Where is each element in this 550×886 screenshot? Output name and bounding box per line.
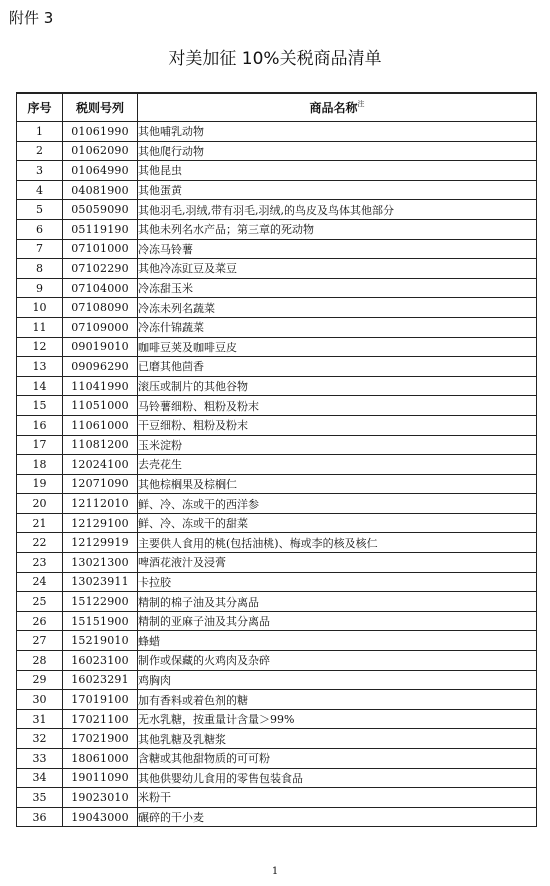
attachment-label: 附件 3 xyxy=(9,9,54,27)
row-goods-name: 鲜、冷、冻或干的西洋参 xyxy=(138,494,537,514)
row-index: 17 xyxy=(17,435,63,455)
row-index: 29 xyxy=(17,670,63,690)
row-goods-name: 其他哺乳动物 xyxy=(138,122,537,142)
row-goods-name: 蜂蜡 xyxy=(138,631,537,651)
row-index: 23 xyxy=(17,553,63,573)
row-tariff-code: 07108090 xyxy=(63,298,138,318)
table-row xyxy=(17,415,537,435)
table-row xyxy=(17,357,537,377)
table-row xyxy=(17,592,537,612)
row-tariff-code: 19043000 xyxy=(63,807,138,827)
row-tariff-code: 17021900 xyxy=(63,729,138,749)
row-index: 9 xyxy=(17,278,63,298)
row-tariff-code: 19011090 xyxy=(63,768,138,788)
row-index: 2 xyxy=(17,141,63,161)
row-index: 5 xyxy=(17,200,63,220)
table-row xyxy=(17,122,537,142)
row-goods-name: 其他冷冻豇豆及菜豆 xyxy=(138,259,537,279)
row-goods-name: 含糖或其他甜物质的可可粉 xyxy=(138,749,537,769)
row-goods-name: 其他昆虫 xyxy=(138,161,537,181)
row-index: 25 xyxy=(17,592,63,612)
table-row xyxy=(17,141,537,161)
row-tariff-code: 19023010 xyxy=(63,788,138,808)
table-row xyxy=(17,278,537,298)
table-row xyxy=(17,161,537,181)
row-index: 32 xyxy=(17,729,63,749)
header-name xyxy=(138,93,537,122)
row-index: 3 xyxy=(17,161,63,181)
row-tariff-code: 07109000 xyxy=(63,317,138,337)
row-goods-name: 去壳花生 xyxy=(138,455,537,475)
table-row xyxy=(17,494,537,514)
header-name-label: 商品名称 xyxy=(309,101,358,115)
row-tariff-code: 07104000 xyxy=(63,278,138,298)
row-index: 16 xyxy=(17,415,63,435)
table-row xyxy=(17,749,537,769)
table-row xyxy=(17,317,537,337)
row-goods-name: 主要供人食用的桃(包括油桃)、梅或李的核及核仁 xyxy=(138,533,537,553)
row-index: 31 xyxy=(17,709,63,729)
table-header-row xyxy=(17,93,537,122)
row-tariff-code: 17021100 xyxy=(63,709,138,729)
row-goods-name: 卡拉胶 xyxy=(138,572,537,592)
row-goods-name: 冷冻什锦蔬菜 xyxy=(138,317,537,337)
row-index: 24 xyxy=(17,572,63,592)
row-tariff-code: 15122900 xyxy=(63,592,138,612)
row-goods-name: 其他供婴幼儿食用的零售包装食品 xyxy=(138,768,537,788)
row-goods-name: 无水乳糖，按重量计含量＞99% xyxy=(138,709,537,729)
table-row xyxy=(17,729,537,749)
table-row xyxy=(17,553,537,573)
row-goods-name: 滚压或制片的其他谷物 xyxy=(138,376,537,396)
row-goods-name: 干豆细粉、粗粉及粉末 xyxy=(138,415,537,435)
row-goods-name: 鸡胸肉 xyxy=(138,670,537,690)
table-row xyxy=(17,376,537,396)
table-row xyxy=(17,631,537,651)
row-index: 10 xyxy=(17,298,63,318)
row-tariff-code: 12129100 xyxy=(63,513,138,533)
row-index: 28 xyxy=(17,651,63,671)
row-tariff-code: 12071090 xyxy=(63,474,138,494)
row-index: 1 xyxy=(17,122,63,142)
row-tariff-code: 18061000 xyxy=(63,749,138,769)
row-index: 21 xyxy=(17,513,63,533)
row-tariff-code: 12112010 xyxy=(63,494,138,514)
table-row xyxy=(17,611,537,631)
row-goods-name: 其他蛋黄 xyxy=(138,180,537,200)
row-goods-name: 其他未列名水产品；第三章的死动物 xyxy=(138,219,537,239)
row-tariff-code: 11061000 xyxy=(63,415,138,435)
row-index: 33 xyxy=(17,749,63,769)
row-index: 26 xyxy=(17,611,63,631)
table-row xyxy=(17,651,537,671)
row-index: 20 xyxy=(17,494,63,514)
header-index: 序号 xyxy=(17,93,63,122)
row-tariff-code: 15151900 xyxy=(63,611,138,631)
row-tariff-code: 11041990 xyxy=(63,376,138,396)
row-goods-name: 其他棕榈果及棕榈仁 xyxy=(138,474,537,494)
table-row xyxy=(17,788,537,808)
row-tariff-code: 13023911 xyxy=(63,572,138,592)
row-goods-name: 精制的亚麻子油及其分离品 xyxy=(138,611,537,631)
row-index: 6 xyxy=(17,219,63,239)
row-index: 7 xyxy=(17,239,63,259)
row-tariff-code: 04081900 xyxy=(63,180,138,200)
document-title: 对美加征 10%关税商品清单 xyxy=(168,49,382,69)
row-goods-name: 咖啡豆荚及咖啡豆皮 xyxy=(138,337,537,357)
row-index: 14 xyxy=(17,376,63,396)
table-row xyxy=(17,709,537,729)
table-row xyxy=(17,259,537,279)
row-index: 13 xyxy=(17,357,63,377)
table-row xyxy=(17,768,537,788)
row-tariff-code: 01062090 xyxy=(63,141,138,161)
row-goods-name: 其他乳糖及乳糖浆 xyxy=(138,729,537,749)
row-index: 15 xyxy=(17,396,63,416)
row-index: 4 xyxy=(17,180,63,200)
table-row xyxy=(17,670,537,690)
row-goods-name: 精制的棉子油及其分离品 xyxy=(138,592,537,612)
page-number: 1 xyxy=(271,866,279,877)
row-tariff-code: 16023100 xyxy=(63,651,138,671)
row-tariff-code: 11081200 xyxy=(63,435,138,455)
row-goods-name: 米粉干 xyxy=(138,788,537,808)
row-tariff-code: 09019010 xyxy=(63,337,138,357)
row-goods-name: 冷冻未列名蔬菜 xyxy=(138,298,537,318)
table-row xyxy=(17,572,537,592)
row-tariff-code: 05059090 xyxy=(63,200,138,220)
table-row xyxy=(17,455,537,475)
row-goods-name: 冷冻甜玉米 xyxy=(138,278,537,298)
row-tariff-code: 11051000 xyxy=(63,396,138,416)
row-index: 36 xyxy=(17,807,63,827)
table-row xyxy=(17,200,537,220)
row-tariff-code: 17019100 xyxy=(63,690,138,710)
row-tariff-code: 13021300 xyxy=(63,553,138,573)
row-index: 30 xyxy=(17,690,63,710)
table-row xyxy=(17,239,537,259)
row-goods-name: 马铃薯细粉、粗粉及粉末 xyxy=(138,396,537,416)
row-index: 34 xyxy=(17,768,63,788)
table-row xyxy=(17,690,537,710)
header-name-note: 注 xyxy=(357,100,365,108)
header-code: 税则号列 xyxy=(63,93,138,122)
row-goods-name: 已磨其他茴香 xyxy=(138,357,537,377)
row-index: 35 xyxy=(17,788,63,808)
row-goods-name: 玉米淀粉 xyxy=(138,435,537,455)
row-goods-name: 其他爬行动物 xyxy=(138,141,537,161)
row-goods-name: 鲜、冷、冻或干的甜菜 xyxy=(138,513,537,533)
table-body xyxy=(17,122,537,827)
row-tariff-code: 16023291 xyxy=(63,670,138,690)
table-row xyxy=(17,533,537,553)
table-row xyxy=(17,298,537,318)
tariff-goods-table xyxy=(16,92,537,827)
row-index: 22 xyxy=(17,533,63,553)
table-row xyxy=(17,219,537,239)
row-goods-name: 碾碎的干小麦 xyxy=(138,807,537,827)
table-row xyxy=(17,337,537,357)
row-index: 27 xyxy=(17,631,63,651)
row-tariff-code: 12129919 xyxy=(63,533,138,553)
row-goods-name: 冷冻马铃薯 xyxy=(138,239,537,259)
table-row xyxy=(17,513,537,533)
table-row xyxy=(17,474,537,494)
table-row xyxy=(17,396,537,416)
row-tariff-code: 01061990 xyxy=(63,122,138,142)
table-row xyxy=(17,435,537,455)
row-tariff-code: 09096290 xyxy=(63,357,138,377)
row-tariff-code: 01064990 xyxy=(63,161,138,181)
row-index: 19 xyxy=(17,474,63,494)
row-tariff-code: 15219010 xyxy=(63,631,138,651)
row-goods-name: 制作或保藏的火鸡肉及杂碎 xyxy=(138,651,537,671)
row-index: 11 xyxy=(17,317,63,337)
table-row xyxy=(17,180,537,200)
table-row xyxy=(17,807,537,827)
row-tariff-code: 12024100 xyxy=(63,455,138,475)
row-goods-name: 其他羽毛,羽绒,带有羽毛,羽绒,的鸟皮及鸟体其他部分 xyxy=(138,200,537,220)
row-index: 12 xyxy=(17,337,63,357)
row-tariff-code: 07101000 xyxy=(63,239,138,259)
row-goods-name: 啤酒花液汁及浸膏 xyxy=(138,553,537,573)
row-tariff-code: 05119190 xyxy=(63,219,138,239)
row-goods-name: 加有香料或着色剂的糖 xyxy=(138,690,537,710)
row-index: 8 xyxy=(17,259,63,279)
row-tariff-code: 07102290 xyxy=(63,259,138,279)
row-index: 18 xyxy=(17,455,63,475)
